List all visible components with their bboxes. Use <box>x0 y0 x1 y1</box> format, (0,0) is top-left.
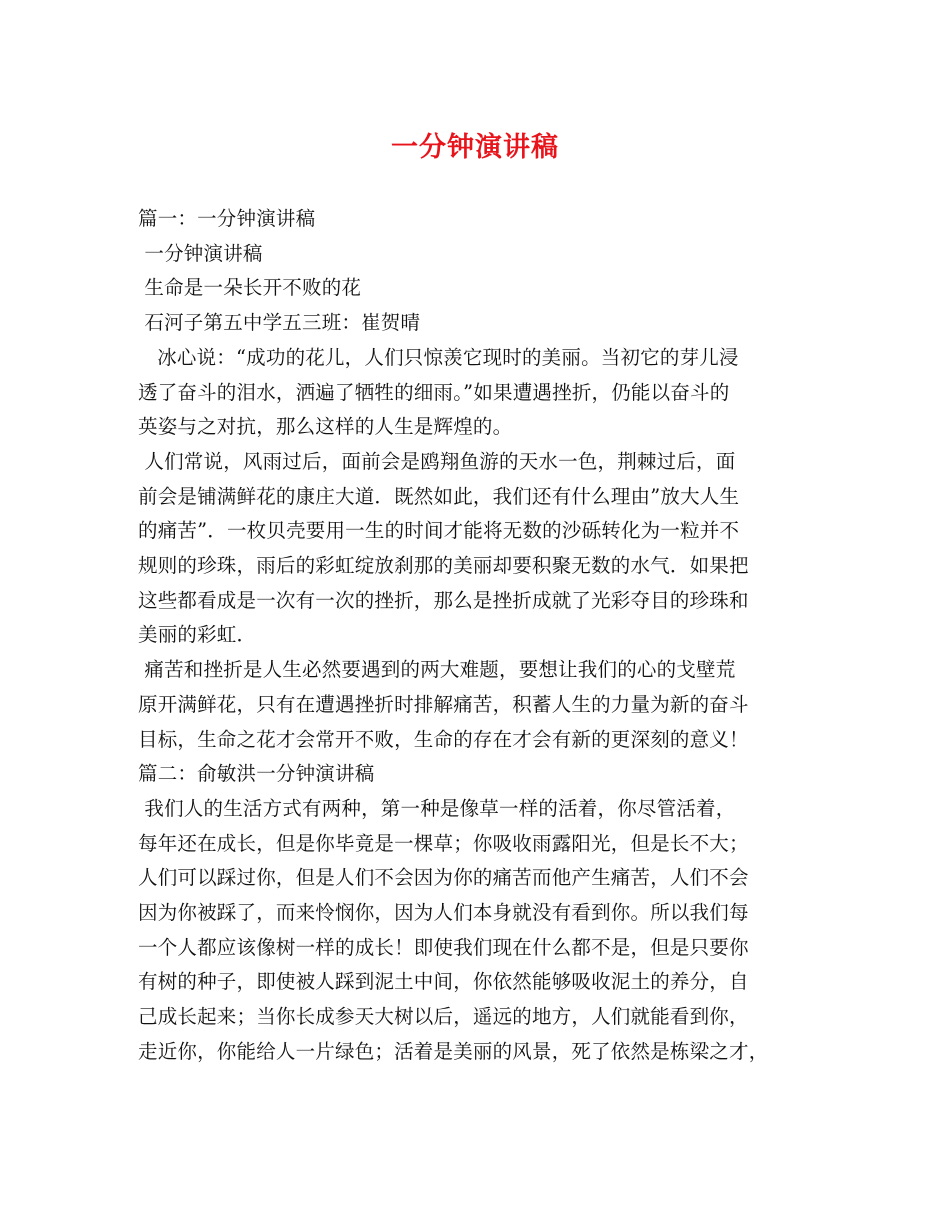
text-line: 人们常说，风雨过后，面前会是鸥翔鱼游的天水一色，荆棘过后，面 <box>138 449 736 473</box>
text-line: 透了奋斗的泪水，洒遍了牺牲的细雨。”如果遭遇挫折，仍能以奋斗的 <box>138 380 730 404</box>
text-line: 篇一：一分钟演讲稿 <box>138 207 316 230</box>
text-line: 石河子第五中学五三班：崔贺晴 <box>138 311 421 335</box>
text-line: 因为你被踩了，而来怜悯你，因为人们本身就没有看到你。所以我们每 <box>138 901 749 925</box>
text-line: 我们人的生活方式有两种，第一种是像草一样的活着，你尽管活着， <box>138 796 736 820</box>
text-line: 人们可以踩过你，但是人们不会因为你的痛苦而他产生痛苦，人们不会 <box>138 866 749 890</box>
text-line: 生命是一朵长开不败的花 <box>138 276 362 300</box>
text-line: 美丽的彩虹． <box>138 623 257 647</box>
text-line: 英姿与之对抗，那么这样的人生是辉煌的。 <box>138 415 513 439</box>
text-line: 每年还在成长，但是你毕竟是一棵草；你吸收雨露阳光，但是长不大； <box>138 831 749 855</box>
text-line: 一分钟演讲稿 <box>138 241 263 265</box>
text-line: 走近你，你能给人一片绿色；活着是美丽的风景，死了依然是栋梁之才， <box>138 1039 769 1063</box>
text-line: 原开满鲜花，只有在遭遇挫折时排解痛苦，积蓄人生的力量为新的奋斗 <box>138 692 749 716</box>
document-title: 一分钟演讲稿 <box>391 132 559 163</box>
text-line: 篇二：俞敏洪一分钟演讲稿 <box>138 762 375 786</box>
text-line: 这些都看成是一次有一次的挫折，那么是挫折成就了光彩夺目的珍珠和 <box>138 588 749 612</box>
text-line: 冰心说：“成功的花儿，人们只惊羡它现时的美丽。当初它的芽儿浸 <box>138 345 739 369</box>
text-line: 己成长起来；当你长成参天大树以后，遥远的地方，人们就能看到你， <box>138 1005 749 1029</box>
text-line: 有树的种子，即使被人踩到泥土中间，你依然能够吸收泥土的养分，自 <box>138 970 749 994</box>
text-line: 一个人都应该像树一样的成长！即使我们现在什么都不是，但是只要你 <box>138 935 749 959</box>
text-line: 痛苦和挫折是人生必然要遇到的两大难题，要想让我们的心的戈壁荒 <box>138 658 736 682</box>
document-body <box>138 202 828 1070</box>
text-line: 规则的珍珠，雨后的彩虹绽放刹那的美丽却要积聚无数的水气．如果把 <box>138 554 749 578</box>
text-line: 的痛苦”．一枚贝壳要用一生的时间才能将无数的沙砾转化为一粒并不 <box>138 519 740 543</box>
text-line: 前会是铺满鲜花的康庄大道．既然如此，我们还有什么理由”放大人生 <box>138 484 740 508</box>
text-line: 目标，生命之花才会常开不败，生命的存在才会有新的更深刻的意义！ <box>138 727 749 751</box>
